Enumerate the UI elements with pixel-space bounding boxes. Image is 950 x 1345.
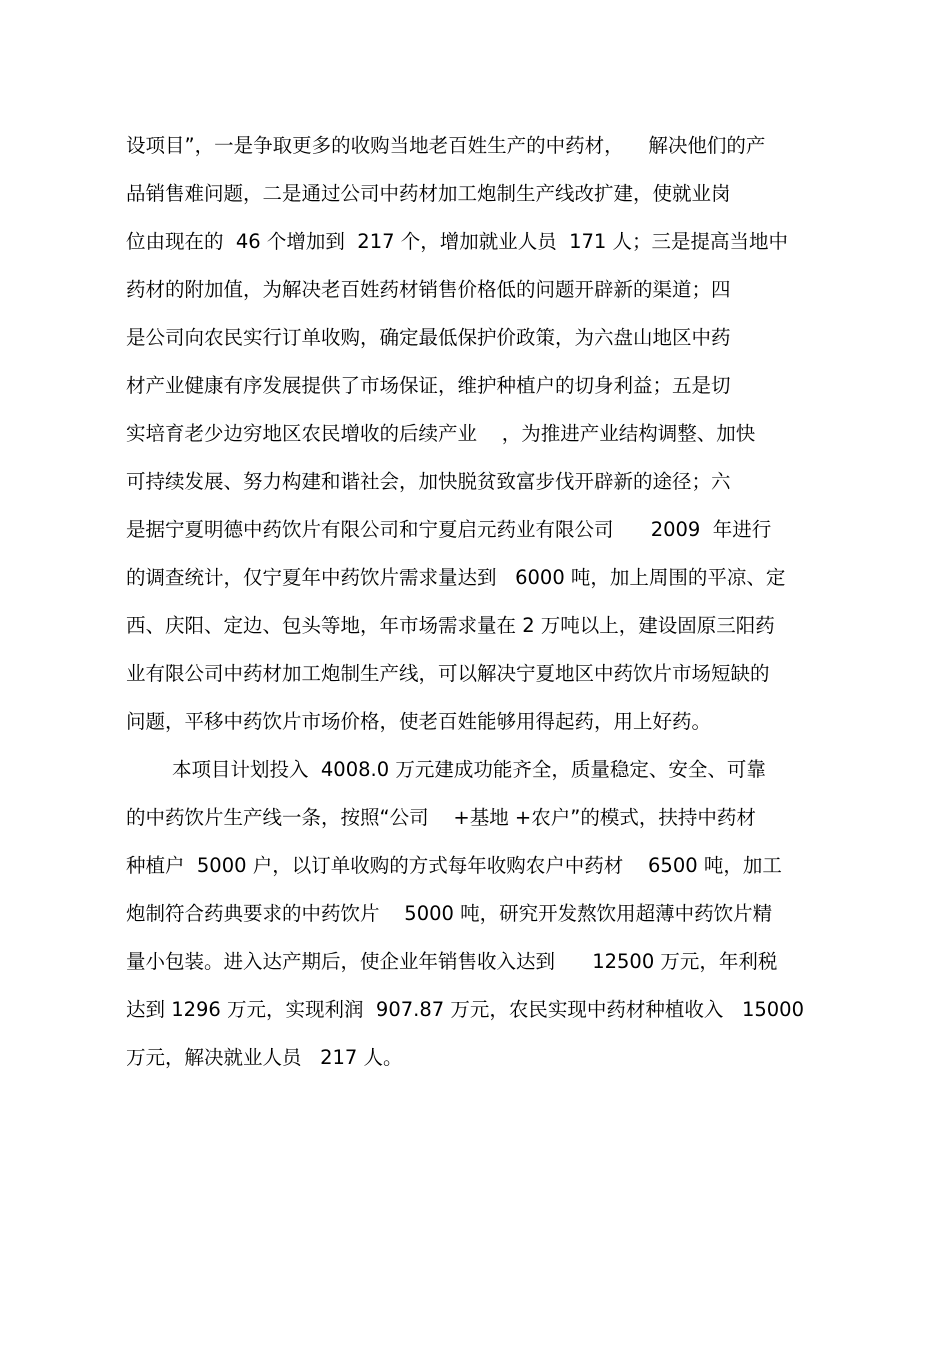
paragraph-1-line-4: 药材的附加值，为解决老百姓药材销售价格低的问题开辟新的渠道；四 xyxy=(126,278,731,301)
paragraph-2-line-3: 种植户 5000 户，以订单收购的方式每年收购农户中药材 6500 吨，加工 xyxy=(126,854,782,877)
paragraph-1-line-11: 西、庆阳、定边、包头等地，年市场需求量在 2 万吨以上，建设固原三阳药 xyxy=(126,614,775,637)
paragraph-1-line-1: 设项目”，一是争取更多的收购当地老百姓生产的中药材， 解决他们的产 xyxy=(126,134,766,157)
paragraph-1-line-2: 品销售难问题，二是通过公司中药材加工炮制生产线改扩建，使就业岗 xyxy=(126,182,731,205)
paragraph-1-line-8: 可持续发展、努力构建和谐社会，加快脱贫致富步伐开辟新的途径；六 xyxy=(126,470,731,493)
paragraph-1-line-12: 业有限公司中药材加工炮制生产线，可以解决宁夏地区中药饮片市场短缺的 xyxy=(126,662,770,685)
paragraph-1-line-13: 问题，平移中药饮片市场价格，使老百姓能够用得起药，用上好药。 xyxy=(126,710,712,733)
paragraph-1-line-6: 材产业健康有序发展提供了市场保证，维护种植户的切身利益；五是切 xyxy=(126,374,731,397)
paragraph-2-line-2: 的中药饮片生产线一条，按照“公司 +基地 +农户”的模式，扶持中药材 xyxy=(126,806,756,829)
paragraph-1-line-7: 实培育老少边穷地区农民增收的后续产业 ，为推进产业结构调整、加快 xyxy=(126,422,756,445)
paragraph-1-line-10: 的调查统计，仅宁夏年中药饮片需求量达到 6000 吨，加上周围的平凉、定 xyxy=(126,566,786,589)
paragraph-2-line-4: 炮制符合药典要求的中药饮片 5000 吨，研究开发熬饮用超薄中药饮片精 xyxy=(126,902,773,925)
paragraph-2-line-7: 万元，解决就业人员 217 人。 xyxy=(126,1046,403,1069)
paragraph-2-line-1: 本项目计划投入 4008.0 万元建成功能齐全，质量稳定、安全、可靠 xyxy=(172,758,766,781)
paragraph-1-line-3: 位由现在的 46 个增加到 217 个，增加就业人员 171 人；三是提高当地中 xyxy=(126,230,789,253)
paragraph-2-line-5: 量小包装。进入达产期后，使企业年销售收入达到 12500 万元，年利税 xyxy=(126,950,778,973)
paragraph-1-line-5: 是公司向农民实行订单收购，确定最低保护价政策，为六盘山地区中药 xyxy=(126,326,731,349)
paragraph-1-line-9: 是据宁夏明德中药饮片有限公司和宁夏启元药业有限公司 2009 年进行 xyxy=(126,518,772,541)
paragraph-2-line-6: 达到 1296 万元，实现利润 907.87 万元，农民实现中药材种植收入 15000 xyxy=(126,998,804,1021)
